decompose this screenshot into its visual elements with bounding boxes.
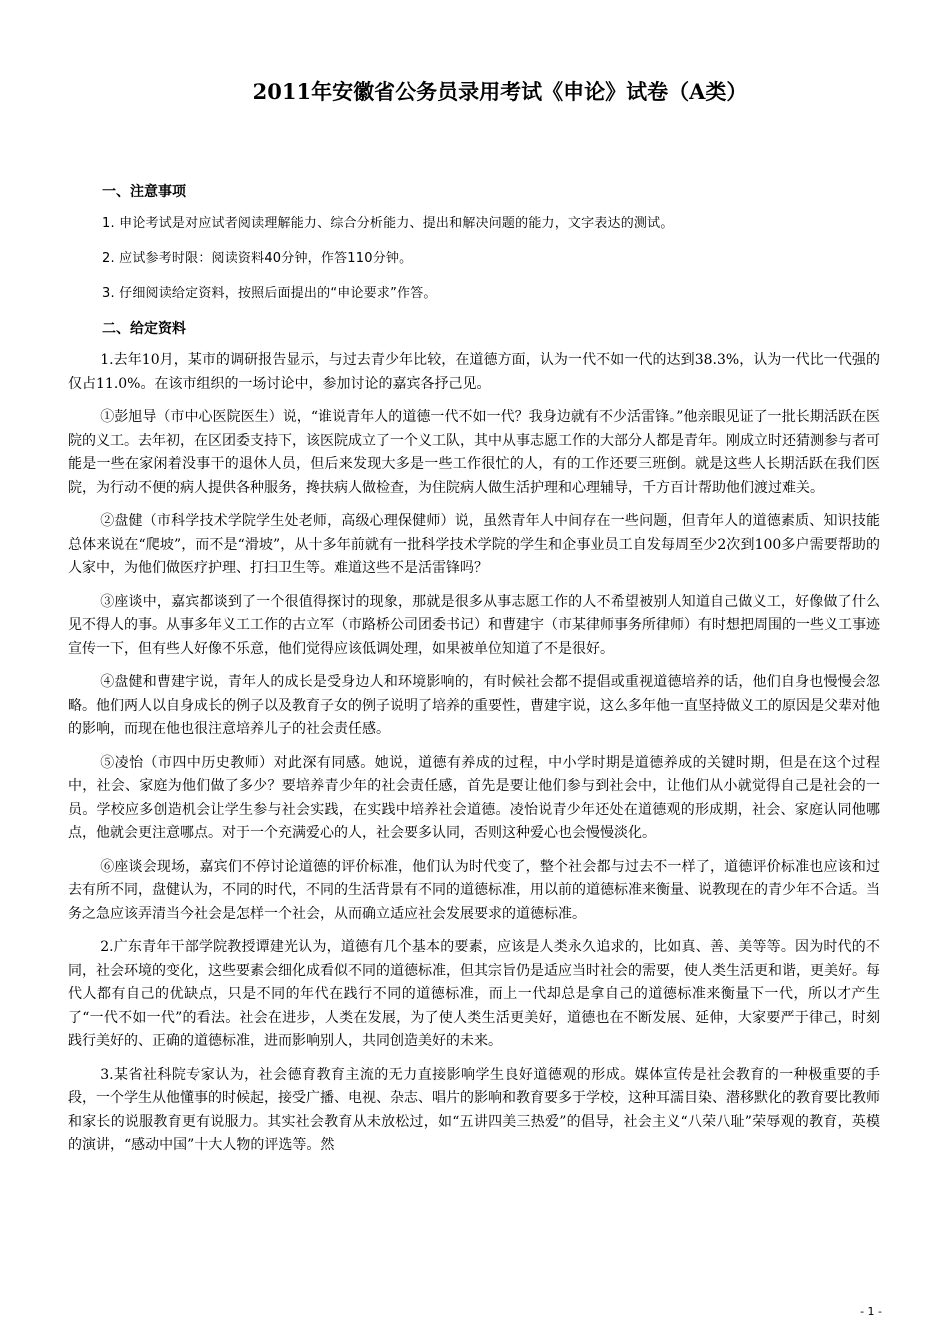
material-paragraph: 1.去年10月，某市的调研报告显示，与过去青少年比较，在道德方面，认为一代不如一代的达到38.3%，认为一代比一代强的仅占11.0%。在该市组织的一场讨论中，参加讨论的嘉宾各抒己见。 (68, 352, 880, 392)
note-item: 1. 申论考试是对应试者阅读理解能力、综合分析能力、提出和解决问题的能力，文字表达的测试。 (102, 216, 674, 231)
material-paragraph: ⑤凌怡（市四中历史教师）对此深有同感。她说，道德有养成的过程，中小学时期是道德养成的关键时期，但是在这个过程中，社会、家庭为他们做了多少？要培养青少年的社会责任感，首先是要让他们参与到社会中，让他们从小就觉得自己是社会的一员。学校应多创造机会让学生参与社会实践，在实践中培养社会道德。凌怡说青少年还处在道德观的形成期，社会、家庭认同他哪点，他就会更注意哪点。对于一个充满爱心的人，社会要多认同，否则这种爱心也会慢慢淡化。 (68, 754, 880, 841)
note-item: 2. 应试参考时限：阅读资料40分钟，作答110分钟。 (102, 251, 413, 266)
material-paragraph: ④盘健和曹建宇说，青年人的成长是受身边人和环境影响的，有时候社会都不提倡或重视道德培养的话，他们自身也慢慢会忽略。他们两人以自身成长的例子以及教育子女的例子说明了培养的重要性，曹建宇说，这么多年他一直坚持做义工的原因是父辈对他的影响，而现在他也很注意培养儿子的社会责任感。 (68, 674, 880, 737)
material-paragraph: 2.广东青年干部学院教授谭建光认为，道德有几个基本的要素，应该是人类永久追求的，比如真、善、美等等。因为时代的不同，社会环境的变化，这些要素会细化成看似不同的道德标准，但其宗旨仍是适应当时社会的需要，使人类生活更和谐，更美好。每代人都有自己的优缺点，只是不同的年代在践行不同的道德标准，而上一代却总是拿自己的道德标准来衡量下一代，所以才产生了“一代不如一代”的看法。社会在进步，人类在发展，为了使人类生活更美好，道德也在不断发展、延伸，大家要严于律己，时刻践行美好的、正确的道德标准，进而影响别人，共同创造美好的未来。 (68, 939, 880, 1049)
section-heading-materials: 二、给定资料 (102, 321, 186, 337)
material-paragraph: ⑥座谈会现场，嘉宾们不停讨论道德的评价标准，他们认为时代变了，整个社会都与过去不一样了，道德评价标准也应该和过去有所不同，盘健认为，不同的时代，不同的生活背景有不同的道德标准，用以前的道德标准来衡量、说教现在的青少年不合适。当务之急应该弄清当今社会是怎样一个社会，从而确立适应社会发展要求的道德标准。 (68, 858, 880, 922)
page-number: - 1 - (860, 1305, 882, 1318)
material-paragraph: 3.某省社科院专家认为，社会德育教育主流的无力直接影响学生良好道德观的形成。媒体宣传是社会教育的一种极重要的手段，一个学生从他懂事的时候起，接受广播、电视、杂志、唱片的影响和教育要多于学校，这种耳濡目染、潜移默化的教育要比教师和家长的说服教育更有说服力。其实社会教育从未放松过，如“五讲四美三热爱”的倡导，社会主义“八荣八耻”荣辱观的教育，英模的演讲，“感动中国”十大人物的评选等。然 (68, 1066, 880, 1153)
material-paragraph: ③座谈中，嘉宾都谈到了一个很值得探讨的现象，那就是很多从事志愿工作的人不希望被别人知道自己做义工，好像做了什么见不得人的事。从事多年义工工作的古立军（市路桥公司团委书记）和曹建宇（市某律师事务所律师）有时想把周围的一些义工事迹宣传一下，但有些人好像不乐意，他们觉得应该低调处理，如果被单位知道了不是很好。 (68, 593, 880, 657)
material-paragraph: ①彭旭导（市中心医院医生）说，“谁说青年人的道德一代不如一代？我身边就有不少活雷锋。”他亲眼见证了一批长期活跃在医院的义工。去年初，在区团委支持下，该医院成立了一个义工队，其中从事志愿工作的大部分人都是青年。刚成立时还猜测参与者可能是一些在家闲着没事干的退休人员，但后来发现大多是一些工作很忙的人，有的工作还要三班倒。就是这些人长期活跃在我们医院，为行动不便的病人提供各种服务，搀扶病人做检查，为住院病人做生活护理和心理辅导，千方百计帮助他们渡过难关。 (68, 409, 880, 496)
note-item: 3. 仔细阅读给定资料，按照后面提出的“申论要求”作答。 (102, 286, 437, 301)
document-title: 2011年安徽省公务员录用考试《申论》试卷（A类） (252, 79, 748, 104)
document-body (68, 180, 880, 1168)
material-paragraph: ②盘健（市科学技术学院学生处老师，高级心理保健师）说，虽然青年人中间存在一些问题，但青年人的道德素质、知识技能总体来说在“爬坡”，而不是“滑坡”，从十多年前就有一批科学技术学院的学生和企事业员工自发每周至少2次到100多户需要帮助的人家中，为他们做医疗护理、打扫卫生等。难道这些不是活雷锋吗？ (68, 513, 880, 576)
section-heading-notes: 一、注意事项 (102, 184, 186, 200)
